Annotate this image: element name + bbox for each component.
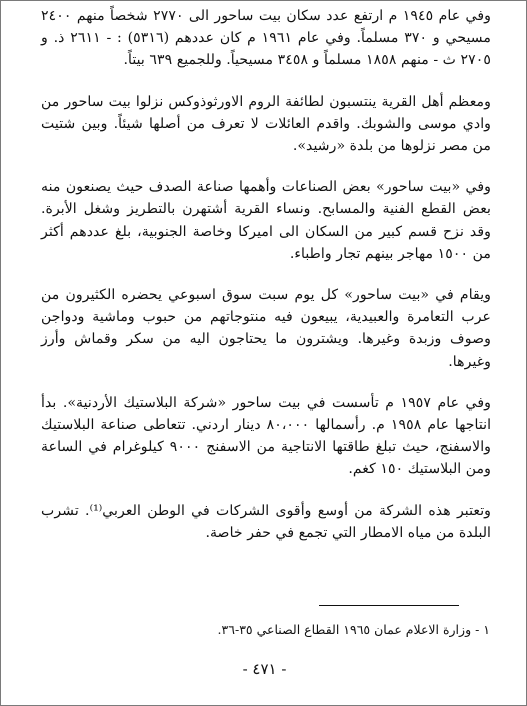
paragraph-population: وفي عام ١٩٤٥ م ارتفع عدد سكان بيت ساحور الى ٢٧٧٠ شخصاً منهم ٢٤٠٠ مسيحي و ٣٧٠ مسلماً. وفي عام ١٩٦١ م كان عددهم (٥٣١٦) : - ٢٦١١ ذ. و ٢٧٠٥ ث - منهم ١٨٥٨ مسلماً و ٣٤٥٨ مسيحياً. وللجميع ٦٣٩ بيتاً.: [41, 8, 492, 69]
page-number: - ٤٧١ -: [242, 660, 287, 678]
footnote: ١ - وزارة الاعلام عمان ١٩٦٥ القطاع الصناعي ٣٥-٣٦.: [217, 622, 490, 637]
paragraph-plastics-company: وفي عام ١٩٥٧ م تأسست في بيت ساحور «شركة البلاستيك الأردنية». بدأ انتاجها عام ١٩٥٨ م. رأسمالها ٨٠،٠٠٠ دينار اردني. تتعاطى صناعة البلاستيك والاسفنج، حيث تبلغ طاقتها الانتاجية من الاسفنج ٩٠٠٠ كيلوغرام في الساعة ومن البلاستيك ١٥٠ كغم.: [41, 394, 492, 478]
paragraph-market: ويقام في «بيت ساحور» كل يوم سبت سوق اسبوعي يحضره الكثيرون من عرب التعامرة والعبيدية، يبيعون فيه منتوجاتهم من حبوب وماشية ودواجن وصوف وزبدة وغيرها. ويشترون ما يحتاجون اليه من سكر وقماش وأرز وغيرها.: [41, 287, 491, 370]
paragraph-water: وتعتبر هذه الشركة من أوسع وأقوى الشركات في الوطن العربي⁽¹⁾. تشرب البلدة من مياه الامطار التي تجمع في حفر خاصة.: [41, 502, 492, 541]
paragraph-industries: وفي «بيت ساحور» بعض الصناعات وأهمها صناعة الصدف حيث يصنعون منه بعض القطع الفنية والمسابح. ونساء القرية أشتهرن بالتطريز وشغل الأبرة. وقد نزح قسم كبير من السكان الى اميركا وخاصة الجنوبية، بلغ عددهم أكثر من ١٥٠٠ مهاجر بينهم تجار واطباء.: [41, 179, 491, 262]
paragraph-origins: ومعظم أهل القرية ينتسبون لطائفة الروم الاورثوذوكس نزلوا بيت ساحور من وادي موسى والشوبك. واقدم العائلات لا تعرف من أصلها شيئاً. وبين شتيت من مصر نزلوها من بلدة «رشيد».: [41, 93, 491, 155]
document-body: [41, 5, 491, 544]
footnote-divider: [319, 605, 459, 606]
